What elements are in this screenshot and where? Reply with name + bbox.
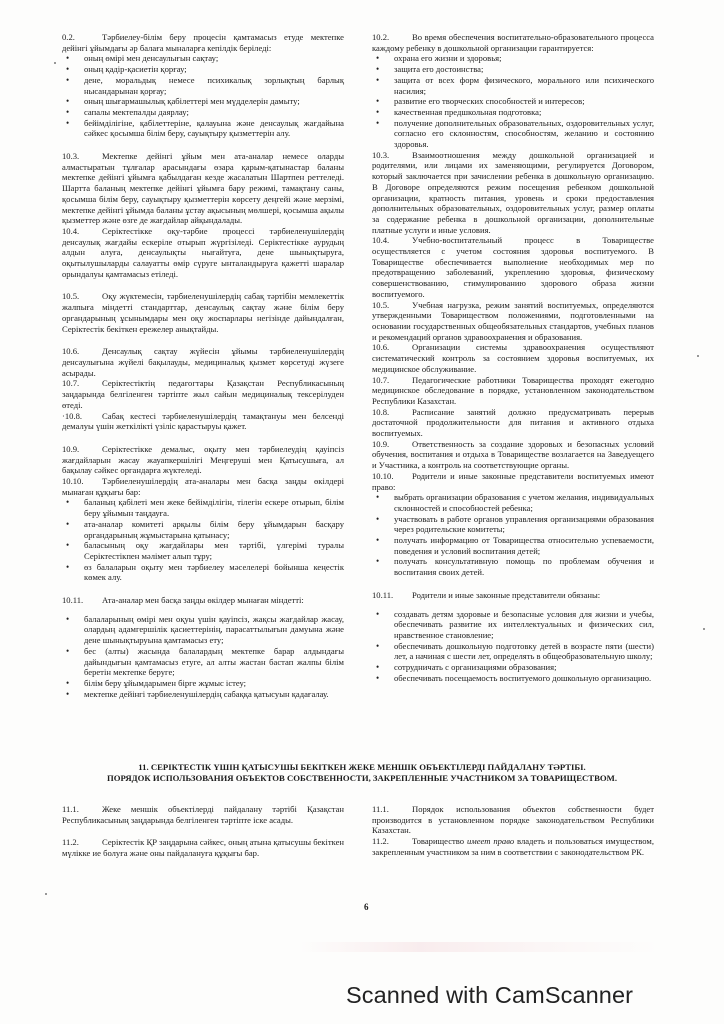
clause-10-11-ru: 10.11. Родители и иные законные представители обязаны: bbox=[372, 589, 601, 600]
clause-10-4-ru: 10.4. Учебно-воспитательный процесс в Товариществе осуществляется с учетом состояния здоровья воспитуемого. В Товариществе обеспечивается выполнение необходимых мер по предотвращению заболеваний, укреплению здоровья, физическому совершенствованию, стимулированию здорового образа жизни воспитуемого. bbox=[372, 235, 654, 299]
list-item: • выбрать организации образования с учетом желания, индивидуальных склонностей и способностей ребенка; bbox=[372, 492, 654, 513]
section-11-left-kazakh bbox=[62, 804, 344, 859]
clause-10-10-kz: 10.10. Тәрбиеленушілердің ата-аналары мен басқа заңды өкілдері мынаған құқығы бар: bbox=[62, 476, 344, 497]
clause-10-2-ru-list bbox=[372, 53, 654, 149]
list-item: • сотрудничать с организациями образования; bbox=[372, 662, 654, 673]
clause-10-3-kz: 10.3. Мектепке дейінгі ұйым мен ата-аналар немесе оларды алмастыратын тұлғалар арасындағы өзара қарым-қатынастар баланы мектепке дейінгі ұйымға қабылдаған кезде жасалатын Шартпен реттеледі. Шартта баланың мектепке дейінгі ұйымға бару режимі, тамақтану саны, қосымша білім беру, сауықтыру қызметтерін көрсету деңгейі және мерзімі, мектепке дейінгі ұйымда баланы ұстау ақысының мөлшері, қосымша ақылы қызметтер және өзге де жағдайлар айқындалады. bbox=[62, 151, 344, 226]
clause-10-11-kz: 10.11. Ата-аналар мен басқа заңды өкілдер мынаған міндетті: bbox=[62, 595, 304, 606]
list-item: • балаларының өмірі мен оқуы үшін қауіпсіз, жақсы жағдайлар жасау, олардың адамгершілік қасиеттерінің, парасаттылығын дамуына және дене шынықтыруына қамтамасыз ету; bbox=[62, 614, 344, 646]
scan-speck bbox=[703, 628, 705, 630]
list-item: • дене, моральдық немесе психикалық зорлықтың барлық нысандарынан қорғау; bbox=[62, 75, 344, 96]
scan-speck bbox=[54, 62, 56, 64]
camscanner-watermark: Scanned with CamScanner bbox=[346, 982, 634, 1008]
clause-11-1-kz: 11.1. Жеке меншік объектілерді пайдалану тәртібі Қазақстан Республикасының заңдарында белгіленген тәртіпте іске асады. bbox=[62, 804, 344, 825]
clause-10-5-ru: 10.5. Учебная нагрузка, режим занятий воспитуемых, определяются утвержденными Товариществом положениями, подготовленными на основании государственных общеобязательных стандартов, учебных планов и рекомендаций органов здравоохранения и образования. bbox=[372, 299, 654, 342]
list-item: • защита его достоинства; bbox=[372, 64, 654, 75]
list-item: • развитие его творческих способностей и интересов; bbox=[372, 96, 654, 107]
right-column-russian bbox=[372, 32, 654, 683]
clause-10-6-kz: 10.6. Денсаулық сақтау жүйесін ұйымы тәрбиеленушілердің денсаулығына жүйелі бақылауды, медициналық қызмет көрсетуді жүзеге асырады. bbox=[62, 346, 344, 378]
clause-10-3-ru: 10.3. Взаимоотношения между дошкольной организацией и родителями, или лицами их заменяющими, регулируется Договором, который заключается при зачислении ребенка в дошкольную организацию. В Договоре определяются режим посещения ребенком дошкольной организации, кратность питания, уровень и сроки предоставления дополнительных образовательных, оздоровительных услуг, размер оплаты за содержание ребенка в дошкольной организации, дополнительные платные услуги и иные условия. bbox=[372, 149, 654, 235]
list-item: • мектепке дейінгі тәрбиеленушілердің сабаққа қатысуын қадағалау. bbox=[62, 689, 344, 700]
list-item: • оның өмірі мен денсаулығын сақтау; bbox=[62, 53, 344, 64]
list-item: • участвовать в работе органов управления организациями образования через родительские комитеты; bbox=[372, 514, 654, 535]
list-item: • получение дополнительных образовательных, оздоровительных услуг, согласно его склонностям, способностям, желанию и состоянию здоровья. bbox=[372, 118, 654, 150]
clause-11-2-ru: 11.2. Товарищество имеет право владеть и пользоваться имуществом, закрепленным участником за ним в соответствии с законодательством РК. bbox=[372, 836, 654, 857]
list-item: • оның қадір-қасиетін қорғау; bbox=[62, 64, 344, 75]
clause-10-7-kz: 10.7. Серіктестіктің педагогтары Қазақстан Республикасының заңдарында белгіленген тәртіпте жыл сайын медициналық тексерілуден өтеді. bbox=[62, 378, 344, 410]
clause-11-2-kz: 11.2. Серіктестік ҚР заңдарына сәйкес, оның атына қатысушы бекіткен мүлікке ие болуға және оны пайдалануға құқығы бар. bbox=[62, 837, 344, 859]
list-item: • получать информацию от Товарищества относительно успеваемости, поведения и условий воспитания детей; bbox=[372, 535, 654, 556]
list-item: • обеспечивать посещаемость воспитуемого дошкольную организацию. bbox=[372, 673, 654, 684]
clause-10-2-ru: 10.2. Во время обеспечения воспитательно-образовательного процесса каждому ребенку в дошкольной организации гарантируется: bbox=[372, 32, 654, 53]
clause-10-2-kz: 0.2. Тәрбиелеу-білім беру процесін қамтамасыз етуде мектепке дейінгі ұйымдағы әр балаға мыналарға кепілдік беріледі: bbox=[62, 32, 344, 53]
clause-10-10-ru-list bbox=[372, 492, 654, 578]
page-number: 6 bbox=[364, 902, 369, 912]
list-item: • баланың қабілеті мен жеке бейімділігін, тілегін ескере отырып, білім беру ұйымын таңдауға. bbox=[62, 497, 344, 518]
clause-10-9-ru: 10.9. Ответственность за создание здоровых и безопасных условий обучения, воспитания и отдыха в Товариществе возлагается на Заведуещего и Участника, а контроль на соответствующие органы. bbox=[372, 438, 654, 471]
clause-10-6-ru: 10.6. Организации системы здравоохранения осуществляют систематический контроль за состоянием здоровья воспитуемых, их медицинское обслуживание. bbox=[372, 342, 654, 374]
list-item: • бес (алты) жасында балалардың мектепке барар алдындағы дайындығын қамтамасыз етуге, ал алты жастан бастап жалпы білім беретін мектепке беруге; bbox=[62, 646, 344, 678]
clause-11-1-ru: 11.1. Порядок использования объектов собственности будет производится в установленном порядке законодательством Республики Казахстан. bbox=[372, 804, 654, 836]
left-column-kazakh bbox=[62, 32, 344, 699]
section-11-heading-ru: ПОРЯДОК ИСПОЛЬЗОВАНИЯ ОБЪЕКТОВ СОБСТВЕННОСТИ, ЗАКРЕПЛЕННЫЕ УЧАСТНИКОМ ЗА ТОВАРИЩЕСТВОМ. bbox=[107, 773, 617, 783]
scan-speck bbox=[697, 355, 699, 357]
list-item: • ата-аналар комитеті арқылы білім беру ұйымдарын басқару органдарының жұмыстарына қатынасу; bbox=[62, 519, 344, 540]
list-item: • охрана его жизни и здоровья; bbox=[372, 53, 654, 64]
clause-10-10-kz-list bbox=[62, 497, 344, 583]
section-11-heading-kz: 11. СЕРІКТЕСТІК ҮШІН ҚАТЫСУШЫ БЕКІТКЕН ЖЕКЕ МЕНШІК ОБЪЕКТІЛЕРДІ ПАЙДАЛАНУ ТӘРТІБІ. bbox=[138, 762, 586, 772]
clause-10-8-kz: ·10.8. Сабақ кестесі тәрбиеленушілердің тамақтануы мен белсенді демалуы үшін жеткілікті үзіліс қарастыруы қажет. bbox=[62, 410, 344, 432]
scan-speck bbox=[45, 893, 47, 895]
clause-10-4-kz: 10.4. Серіктестікке оқу-тәрбие процессі тәрбиеленушілердің денсаулық жағдайы ескеріле отырып жүргізіледі. Серіктестікке аурудың алдын алуға, денсаулықты нығайтуға, дене шынықтыруға, оқытылушыларды салауатты өмір сүруге ынталандыруға қажетті шаралар орындалуы қамтамасыз етіледі. bbox=[62, 225, 344, 279]
clause-10-11-ru-list bbox=[372, 609, 654, 684]
list-item: • бейімділігіне, қабілеттеріне, қалауына және денсаулық жағдайына сәйкес қосымша білім беру, сауықтыру қызметтерін алу. bbox=[62, 118, 344, 139]
list-item: • получать консультативную помощь по проблемам обучения и воспитания своих детей. bbox=[372, 556, 654, 577]
section-11-heading bbox=[62, 762, 662, 784]
clause-10-10-ru: 10.10. Родители и иные законные представители воспитуемых имеют право: bbox=[372, 470, 654, 492]
clause-10-8-ru: 10.8. Расписание занятий должно предусматривать перерыв достаточной продолжительности для питания и активного отдыха воспитуемых. bbox=[372, 406, 654, 439]
list-item: • сапалы мектепалды даярлау; bbox=[62, 107, 344, 118]
clause-10-11-kz-list bbox=[62, 614, 344, 700]
clause-10-7-ru: 10.7. Педагогические работники Товарищества проходят ежегодно медицинское обследование в порядке, установленном законодательством Республики Казахстан. bbox=[372, 374, 654, 406]
list-item: • обеспечивать дошкольную подготовку детей в возрасте пяти (шести) лет, а начиная с шести лет, определять в общеобразовательную школу; bbox=[372, 641, 654, 662]
list-item: • баласының оқу жағдайлары мен тәртібі, үлгерімі туралы Серіктестікпен мәлімет алып тұру; bbox=[62, 540, 344, 561]
clause-10-9-kz: 10.9. Серіктестікке демалыс, оқыту мен тәрбиелеудің қауіпсіз жағдайларын жасау жауапкершілігі Меңгеруші мен Қатысушыға, ал бақылау сәйкес органдарға жүктеледі. bbox=[62, 443, 344, 476]
list-item: • создавать детям здоровые и безопасные условия для жизни и учебы, обеспечивать развитие их интеллектуальных и физических сил, нравственное становление; bbox=[372, 609, 654, 641]
faint-bleedthrough bbox=[300, 942, 660, 952]
list-item: • өз балаларын оқыту мен тәрбиелеу мәселелері бойынша кеңестік көмек алу. bbox=[62, 562, 344, 583]
list-item: • білім беру ұйымдарымен бірге жұмыс істеу; bbox=[62, 678, 344, 689]
section-11-right-russian bbox=[372, 804, 654, 858]
list-item: • качественная предшкольная подготовка; bbox=[372, 107, 654, 118]
list-item: • оның шығармашылық қабілеттері мен мүдделерін дамыту; bbox=[62, 96, 344, 107]
clause-10-2-kz-list bbox=[62, 53, 344, 139]
clause-10-5-kz: 10.5. Оқу жүктемесін, тәрбиеленушілердің сабақ тәртібін мемлекеттік жалпыға міндетті стандарттар, денсаулық сақтау және білім беру органдарының ұсынымдары мен оқу жоспарлары негізінде дайындалған, Серіктестік бекіткен ережелер анықтайды. bbox=[62, 291, 344, 334]
list-item: • защита от всех форм физического, морального или психического насилия; bbox=[372, 75, 654, 96]
